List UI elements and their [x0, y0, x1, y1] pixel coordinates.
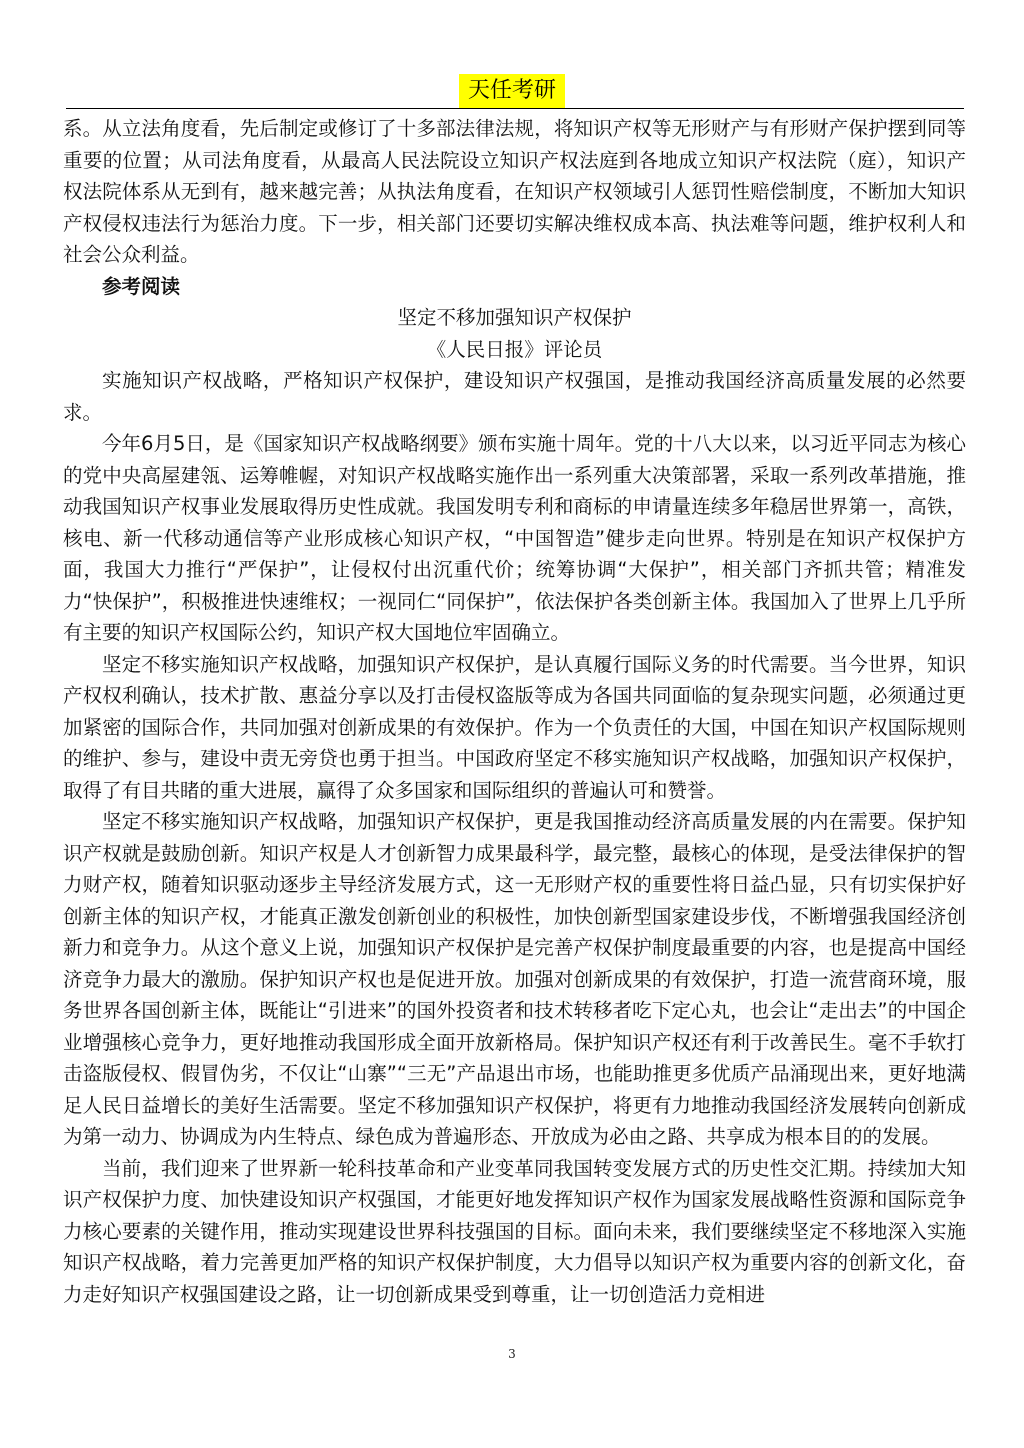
paragraph: 坚定不移实施知识产权战略，加强知识产权保护，是认真履行国际义务的时代需要。当今世界，知识产权权利确认，技术扩散、惠益分享以及打击侵权盗版等成为各国共同面临的复杂现实问题，必须通过更加紧密的国际合作，共同加强对创新成果的有效保护。作为一个负责任的大国，中国在知识产权国际规则的维护、参与，建设中责无旁贷也勇于担当。中国政府坚定不移实施知识产权战略，加强知识产权保护，取得了有目共睹的重大进展，赢得了众多国家和国际组织的普遍认可和赞誉。 — [63, 652, 966, 802]
document-body — [63, 113, 966, 1310]
header-rule — [66, 108, 964, 109]
article-byline: 《人民日报》评论员 — [426, 337, 603, 361]
paragraph: 坚定不移实施知识产权战略，加强知识产权保护，更是我国推动经济高质量发展的内在需要。保护知识产权就是鼓励创新。知识产权是人才创新智力成果最科学，最完整，最核心的体现，是受法律保护的智力财产权，随着知识驱动逐步主导经济发展方式，这一无形财产权的重要性将日益凸显，只有切实保护好创新主体的知识产权，才能真正激发创新创业的积极性，加快创新型国家建设步伐，不断增强我国经济创新力和竞争力。从这个意义上说，加强知识产权保护是完善产权保护制度最重要的内容，也是提高中国经济竞争力最大的激励。保护知识产权也是促进开放。加强对创新成果的有效保护，打造一流营商环境，服务世界各国创新主体，既能让“引进来”的国外投资者和技术转移者吃下定心丸，也会让“走出去”的中国企业增强核心竞争力，更好地推动我国形成全面开放新格局。保护知识产权还有利于改善民生。毫不手软打击盗版侵权、假冒伪劣，不仅让“山寨”“三无”产品退出市场，也能助推更多优质产品涌现出来，更好地满足人民日益增长的美好生活需要。坚定不移加强知识产权保护，将更有力地推动我国经济发展转向创新成为第一动力、协调成为内生特点、绿色成为普遍形态、开放成为必由之路、共享成为根本目的的发展。 — [63, 810, 966, 1148]
intro-paragraph: 系。从立法角度看，先后制定或修订了十多部法律法规，将知识产权等无形财产与有形财产保护摆到同等重要的位置；从司法角度看，从最高人民法院设立知识产权法庭到各地成立知识产权法院（庭），知识产权法院体系从无到有，越来越完善；从执法角度看，在知识产权领域引人惩罚性赔偿制度，不断加大知识产权侵权违法行为惩治力度。下一步，相关部门还要切实解决维权成本高、执法难等问题，维护权利人和社会公众利益。 — [63, 117, 966, 266]
article-title: 坚定不移加强知识产权保护 — [397, 306, 632, 329]
section-heading: 参考阅读 — [102, 274, 181, 298]
paragraph: 实施知识产权战略，严格知识产权保护，建设知识产权强国，是推动我国经济高质量发展的必然要求。 — [63, 369, 966, 424]
header-badge: 天任考研 — [459, 74, 565, 108]
paragraph: 今年6月5日，是《国家知识产权战略纲要》颁布实施十周年。党的十八大以来，以习近平同志为核心的党中央高屋建瓴、运筹帷幄，对知识产权战略实施作出一系列重大决策部署，采取一系列改革措施，推动我国知识产权事业发展取得历史性成就。我国发明专利和商标的申请量连续多年稳居世界第一，高铁，核电、新一代移动通信等产业形成核心知识产权，“中国智造”健步走向世界。特别是在知识产权保护方面，我国大力推行“严保护”，让侵权付出沉重代价；统筹协调“大保护”，相关部门齐抓共管；精准发力“快保护”，积极推进快速维权；一视同仁“同保护”，依法保护各类创新主体。我国加入了世界上几乎所有主要的知识产权国际公约，知识产权大国地位牢固确立。 — [63, 432, 966, 644]
paragraph: 当前，我们迎来了世界新一轮科技革命和产业变革同我国转变发展方式的历史性交汇期。持续加大知识产权保护力度、加快建设知识产权强国，才能更好地发挥知识产权作为国家发展战略性资源和国际竞争力核心要素的关键作用，推动实现建设世界科技强国的目标。面向未来，我们要继续坚定不移地深入实施知识产权战略，着力完善更加严格的知识产权保护制度，大力倡导以知识产权为重要内容的创新文化，奋力走好知识产权强国建设之路，让一切创新成果受到尊重，让一切创造活力竞相进 — [63, 1156, 966, 1306]
page-number: 3 — [508, 1347, 516, 1361]
